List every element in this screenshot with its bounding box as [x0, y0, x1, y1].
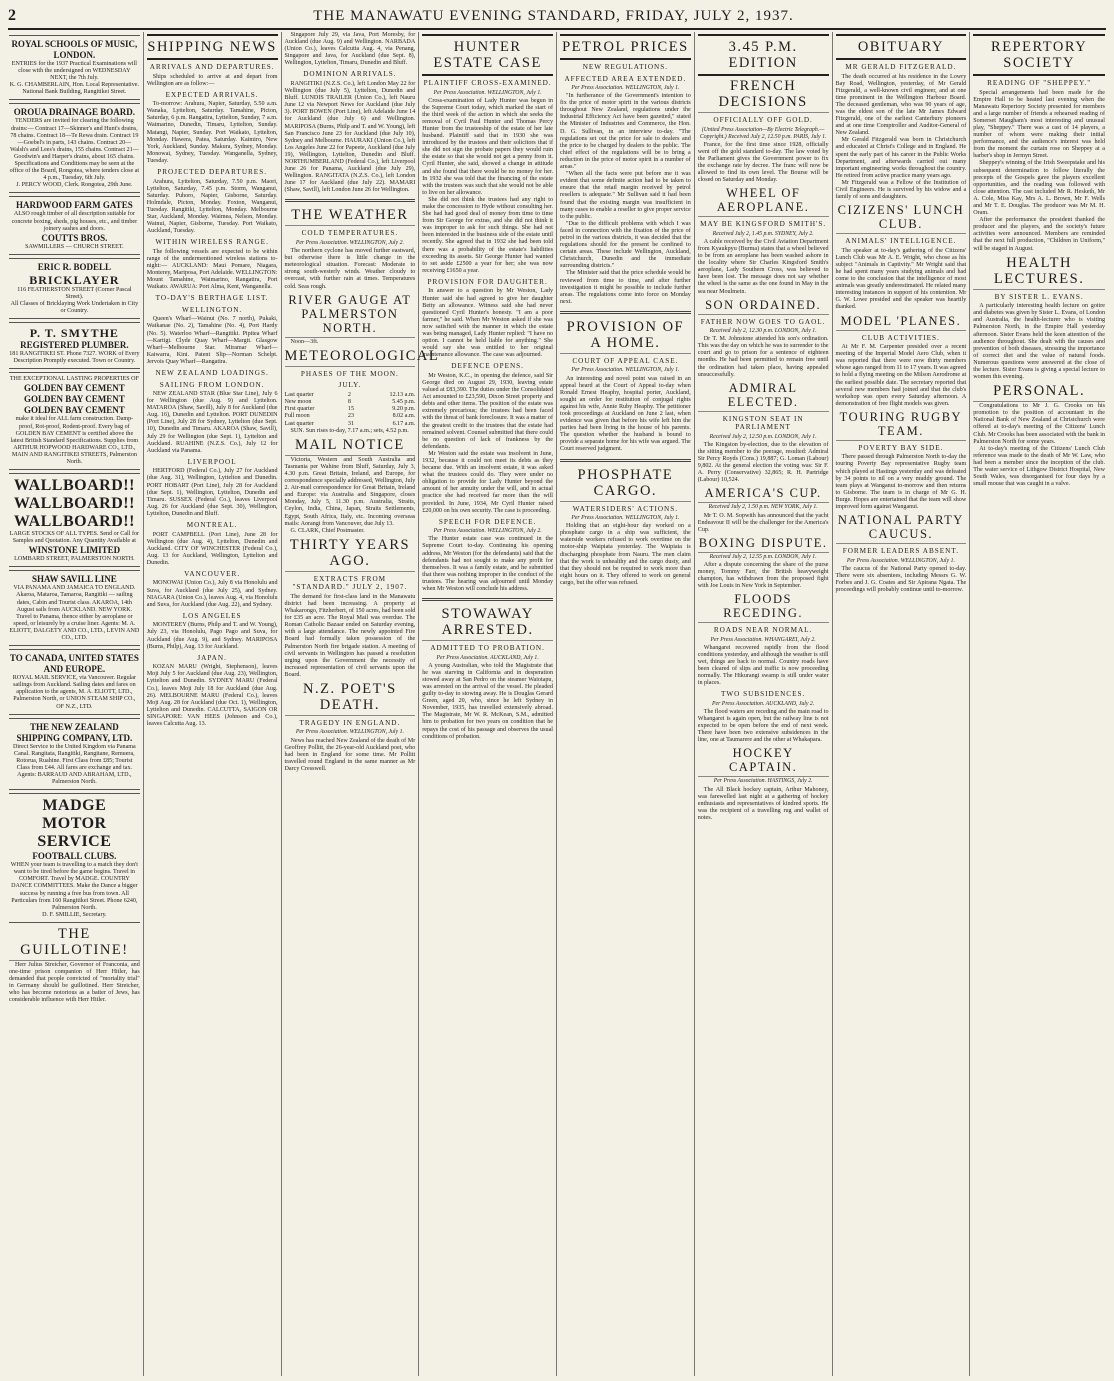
ad-text: 181 RANGITIKEI ST. Phone 7327. WORK of Every Description Promptly executed. Town or Country. [9, 351, 140, 365]
subhead: CLUB ACTIVITIES. [861, 333, 940, 342]
article-body: A particularly interesting health lecture on goitre and diabetes was given by Sister L. Evans, of London and Australia, the health-lecturer who is visiting Palmerston North, in the Empire Hall yesterday afternoon. Sister Evans held the keen attention of the audience throughout. She dealt with the causes and prevention of both diseases, stressing the importance of correct diet and the value of natural foods. Numerous questions were answered at the close of the lecture. Sister Evans is giving a special lecture to women this evening. [973, 303, 1105, 381]
column-6 [695, 32, 833, 1376]
article-body: Mr T. O. M. Sopwith has announced that the yacht Endeavour II will be the challenger for the America's Cup. [697, 512, 829, 533]
ad-name: ERIC R. BODELL [37, 261, 111, 272]
subhead: ADMITTED TO PROBATION. [430, 644, 545, 653]
subhead: TRAGEDY IN ENGLAND. [299, 718, 401, 727]
article-body: MONOWAI (Union Co.), July 8 via Honolulu and Suva, for Auckland (due July 25), and Sydney. NIAGARA (Union Co.), leaves Aug. 4, via Honolulu and Suva, for Auckland (due Aug. 22), and Sydney. [146, 580, 278, 608]
article-body: News has reached New Zealand of the death of Mr Geoffrey Pollitt, the 26-year-old Auckland poet, who had been in England for some time. Mr Pollitt travelled round England in the same manner as Mr Darcy Cresswell. [284, 737, 416, 772]
headline-boxing: BOXING DISPUTE. [698, 536, 829, 553]
article-body: A young Australian, who told the Magistrate that he was starving in California and in desperation stowed away at San Pedro on the steamer Waiotapu, was arrested on the arrival of the vessel. He pleaded guilty to-day to stowing away. He is Douglas Gerard Green, aged 20, who, since he left Sydney in November, 1935, has travelled extensively abroad. The Magistrate, Mr W. R. McKean, S.M., admitted him to probation for two years on condition that he repays the cost of his passage and observes the usual conditions of probation. [422, 662, 553, 740]
article-body: The Minister said that the price schedule would be reviewed from time to time, and after further investigation it might be possible to include further areas. The regulations come into force on Monday next. [560, 270, 691, 305]
article-body: The All Black hockey captain, Arthur Mahoney, was farewelled last night at a gathering of hockey enthusiasts and representatives of kindred sports. He was the recipient of a travelling rug and wallet of notes. [697, 786, 829, 821]
ad-trade: REGISTERED PLUMBER. [20, 340, 129, 351]
ad-address: SAWMILLERS — CHURCH STREET. [25, 243, 124, 250]
ad-name: P. T. SMYTHE [29, 326, 119, 341]
article-body: The demand for first-class land in the Manawatu district had been increasing. A property at Whakarongo, Fitzherbert, of 150 acres, had been sold for £35 an acre. The Royal Mail was overdue. The Roman Catholic Bazaar ended on Saturday evening, with a large attendance. The newly appointed Fire Board had formally taken possession of the Palmerston North fire brigade station. A meeting of civil servants in Wellington has passed a resolution urging upon the Government the necessity of increased representation of civil servants upon the Board. [284, 593, 416, 678]
article-body: Holding that an eight-hour day worked on a phosphate cargo in a ship was sufficient, the waterside workers refused to work overtime on the motor-ship Waipiata yesterday. The Waipiata is discharging phosphate from Nauru. The men claim that the work is unhealthy and the cargo dusty, and that they should not be required to work more than eight hours on it. They offered to work on general cargo, but the offer was refused. [560, 523, 691, 586]
moon-phases-table [285, 392, 416, 428]
ad-sign: K. G. CHAMBERLAIN, Hon. Local Representative. National Bank Building, Rangitikei Street. [9, 82, 140, 96]
column-7 [833, 32, 971, 1376]
ad-title: TO CANADA, UNITED STATES AND EUROPE. [9, 653, 139, 675]
headline-repertory-society: REPERTORY SOCIETY [973, 34, 1105, 76]
headline-personal: PERSONAL. [973, 383, 1105, 402]
column-8 [970, 32, 1108, 1376]
ad-address: 116 FEATHERSTON STREET (Corner Pascal Street). [17, 286, 132, 300]
subhead: FATHER NOW GOES TO GAOL. [700, 317, 826, 326]
column-3 [282, 32, 440, 1376]
subhead: WITHIN WIRELESS RANGE. [155, 238, 269, 247]
ad-text: TENDERS are invited for clearing the following drains:— Contract 17—Skinner's and Hunt's drains, 78 chains. Contract 18—Te Rewa drain. Contract 19—Goebel's in parts, 143 chains. Contract 20—Walsh's and Lees's drains, 155 chains. Contract 21—Goodwin's and Harper's drains, about 165 chains. Specifications and Conditions may be seen at the office of the Board, Rongotea, where tenders close at 4 p.m., Tuesday, 6th July. [9, 118, 140, 182]
article-body: A cable received by the Civil Aviation Department from Kyaukpyu (Burma) states that a wheel believed to be from an aeroplane has been washed ashore in the locality where Sir Charles Kingsford Smith's aeroplane, Lady Southern Cross, was believed to have been lost. The message does not say whether the wheel is the same as the one found in May in the sea near Moulmein. [697, 238, 829, 295]
ad-brand: GOLDEN BAY CEMENT [23, 405, 125, 416]
subhead: PHASES OF THE MOON. [300, 369, 399, 378]
subhead: JULY. [338, 381, 362, 390]
headline-son-ordained: SON ORDAINED. [698, 298, 829, 315]
subhead: LIVERPOOL [187, 457, 237, 466]
article-body: The speaker at to-day's gathering of the Citizens' Lunch Club was Mr A. E. Wright, who chose as his subject "Animals in Captivity." Mr Wright said that he had spent many years studying animals and had come to the conclusion that the intelligence of most animals was greatly underestimated. He related many interesting instances in support of his contention. Mr G. W. Lowe presided and the speaker was heartily thanked. [835, 247, 967, 311]
article-body: Mr Weston said the estate was insolvent in June, 1932, because it could not meet its debts as they became due. With an insolvent estate, it was asked what the trustees could do. They were under no obligation to provide for Lady Hunter beyond the amount of her annuity under the will, and in actual practice she had received far more than the will provided. In June, 1934, Mr Cyril Hunter raised £20,000 on his own security. The case is proceeding. [422, 450, 553, 514]
article-body: To-morrow: Arahura, Napier, Saturday, 5.50 a.m. Wanaka, Lyttelton, Saturday. Tamahine, Picton, Saturday, 6 p.m. Rangatira, Lyttelton, Sunday, 7 a.m. Waimarino, Dunedin, Timaru, Lyttelton, Sunday. Matangi, Napier, Sunday. Port Waikato, Lyttelton, Monday. Hawera, Patea, Saturday. Kaimiro, New York, Auckland, Sunday. Makura, Sydney, Monday. Monowai, Sydney, Tuesday. Wanganella, Sydney, Tuesday. [146, 101, 278, 164]
byline: Per Press Association. WHANGAREI, July 2. [710, 636, 816, 643]
article-body: KOZAN MARU (Wright, Stephenson), leaves Moji July 5 for Auckland (due Aug. 23), Wellington, Lyttelton and Dunedin. SYDNEY MARU (Federal Co.), leaves Moji July 18 for Auckland (due Aug. 26). MELBOURNE MARU (Federal Co.), leaves Moji Aug. 28 for Auckland (due Oct. 1), Wellington, Lyttelton and Dunedin. CALCUTTA, SAIGON OR SINGAPORE: VAN HEES (Johnson and Co.), leaves Calcutta Aug. 13. [146, 664, 278, 727]
article-body: Mr Gerald Fitzgerald was born in Christchurch and educated at Christ's College and in England. He spent the early part of his career in the Public Works Department, and afterwards carried out many important engineering works throughout the country. He retired from active practice many years ago. [835, 137, 967, 179]
headline-lunch-club: CIZIZENS' LUNCH CLUB. [836, 203, 967, 234]
subhead: NEW REGULATIONS. [582, 63, 669, 71]
ad-text: All Classes of Bricklaying Work Undertaken in City or Country. [10, 300, 139, 315]
ad-subtitle: FOOTBALL CLUBS. [32, 851, 117, 862]
article-body: The northern cyclone has moved further eastward, but otherwise there is little change in the meteorological situation. Forecast: Moderate to strong south-westerly winds. Weather cloudy to overcast, with further rain at times. Temperatures cold. Seas rough. [284, 248, 416, 290]
subhead: EXTRACTS FROM "STANDARD." JULY 2, 1907. [292, 574, 408, 592]
ad-title: THE NEW ZEALAND SHIPPING COMPANY, LTD. [16, 721, 133, 743]
article-body: Special arrangements had been made for the Empire Hall to be heated last evening when the Manawatu Repertory Society presented for members and a large number of friends a rehearsed reading of Somerset Maugham's most interesting and unusual play, "Sheppey." There was a cast of 14 players, a number of whom were making their initial performance, and the audience's interest was held from the moment the curtain rose on Sheppey at a barber's shop in Jermyn Street. [973, 89, 1105, 160]
article-body: Mr Weston, K.C., in opening the defence, said Sir George died on August 29, 1930, leaving estate valued at £83,390. The duties under the Consolidated Act amounted to £23,590, Dixon Street property and debts and other items. The position of the estate was extremely precarious; the trustees had been faced with the threat of bank foreclosure. It was a matter of the greatest credit to the trustees that the estate had remained solvent. Counsel submitted that there could be no question of lack of frankness by the defendants. [422, 372, 553, 450]
byline: Received July 2, 1.45 p.m. SYDNEY, July 2. [712, 230, 814, 237]
headline-floods: FLOODS RECEDING. [698, 592, 829, 623]
ad-title: SHAW SAVILL LINE [32, 574, 117, 585]
byline: Per Press Association. WELLINGTON, July 1. [571, 85, 680, 91]
article-body: After the performance the president thanked the producer and the players, and the society's future activities were announced. Members are reminded that the next full production, "Children in Uniform," will be staged in August. [973, 217, 1105, 252]
article-body: PORT CAMPBELL (Port Line), June 28 for Wellington (due Aug. 4), Lyttelton, Dunedin and Auckland. CITY OF WINCHESTER (Federal Co.), Aug. 13 for Auckland, Wellington, Lyttelton and Dunedin. [146, 531, 278, 566]
ad-wallboard [9, 473, 140, 567]
subhead: WELLINGTON. [182, 305, 243, 314]
headline-meteorological: METEOROLOGICAL [285, 348, 416, 367]
ad-nz-shipping [9, 718, 140, 791]
subhead: AFFECTED AREA EXTENDED. [564, 74, 687, 83]
ad-title: ROYAL SCHOOLS OF MUSIC, LONDON. [11, 39, 138, 60]
ad-title: OROUA DRAINAGE BOARD. [13, 107, 135, 118]
ad-royal-schools [9, 35, 140, 100]
byline: Received July 2, 12.30 p.m. LONDON, July 1. [709, 328, 817, 335]
article-body: There passed through Palmerston North to-day the touring Poverty Bay representative Rugby team which played at Hastings yesterday and was defeated by 34 points to nil on a very muddy ground. The team plays at Wanganui to-morrow and then returns to Gisborne. The team is in charge of Mr G. H. Burge. Hopes are entertained that the team will show improved form against Wanganui. [835, 454, 967, 511]
subhead: JAPAN. [197, 653, 227, 662]
article-body: SUN. Sun rises to-day, 7.17 a.m.; sets, 4.52 p.m. [290, 427, 409, 434]
headline-touring-rugby: TOURING RUGBY TEAM. [836, 410, 967, 441]
page-number: 2 [8, 7, 17, 24]
ad-shaw-savill [9, 570, 140, 646]
subhead: PROVISION FOR DAUGHTER. [427, 277, 548, 286]
article-body: Sheppey's winning of the Irish Sweepstake and his subsequent determination to follow literally the precepts of the Gospels gave the players excellent opportunities, and the reading was followed with close attention. The cast included Mr R. Hesketh, Mr A. Cole, Miss Kay, Mrs A. L. Brown, Mr F. Wells and Mr T. E. Douglas. The producer was Mr M. H. Oram. [973, 160, 1105, 217]
subhead: NEW ZEALAND LOADINGS. [155, 369, 269, 377]
ad-headline: WALLBOARD!! [13, 495, 135, 513]
article-body: In answer to a question by Mr Weston, Lady Hunter said she had agreed to give her daughter Betty an allowance. Witness said she had never questioned Cyril Hunter's honesty. "I am a poor farmer," he said. When Mr Weston asked if she was now satisfied with the manner in which the estate was being managed, Lady Hunter replied: "I have no option. I cannot be held liable for anything." She would say she was entitled to her original maintenance allowance. The case was adjourned. [422, 288, 553, 359]
article-body: RANGITIKI (N.Z.S. Co.), left London May 22 for Wellington (due July 5), Lyttelton, Dunedin and Bluff. LUNDIS TRAILER (Union Co.), left Nauru June 12 via Newport News for Auckland (due July 3). PORT BOWEN (Port Line), left Adelaide June 14 for Auckland (due July 6) and Wellington. MARIPOSA (Burns, Philp and T. and W. Young), left San Francisco June 23 for Auckland (due July 10), Sydney and Melbourne. HAURAKI (Union Co.), left Los Angeles June 22 for Papeete, Auckland (due July 19), Wellington, Lyttelton, Dunedin and Bluff. NORTHUMBERLAND (Federal Co.), left Liverpool June 26 for Panama, Auckland (due July 29), Wellington. RANGITATA (N.Z.S. Co.), left London June 17 for Auckland (due July 22). MAMARI (Shaw, Savill), left London June 26 for Wellington. [284, 80, 416, 194]
ad-address: LOMBARD STREET, PALMERSTON NORTH. [14, 556, 135, 563]
subhead: PLAINTIFF CROSS-EXAMINED. [423, 79, 552, 87]
subhead: MONTREAL. [186, 521, 238, 529]
subhead: WATERSIDERS' ACTIONS. [572, 504, 679, 513]
ad-text: ROYAL MAIL SERVICE, via Vancouver. Regular sailings from Auckland. Sailing dates and fares on application to the agents, M. A. ELIOTT, LTD., Palmerston North, or UNION STEAM SHIP CO., OF N.Z., LTD. [12, 675, 137, 710]
subhead: ANIMALS' INTELLIGENCE. [845, 237, 957, 246]
subhead: MR GERALD FITZGERALD. [845, 63, 957, 71]
headline-model-planes: MODEL 'PLANES. [836, 314, 967, 331]
ad-text: Direct Service to the United Kingdom via Panama Canal. Rangitata, Rangitiki, Rangitane, Remuera, Rotorua, Ruahine. First Class from £85; Tourist Class from £44. All fares are exchange and tax. Agents: BARRAUD AND ABRAHAM, LTD., Palmerston North. [13, 743, 136, 786]
subhead: EXPECTED ARRIVALS. [165, 90, 259, 99]
ad-text: Akaroa, Mataroa, Tamaroa, Rangitiki — sailing dates, Cabin and Tourist class. AKAROA, 14th August sails from AUCKLAND. NEW YORK. Travel to Panama, thence either by aeroplane or speed, or leisurely by a cruise liner. Agents: M. A. ELIOTT, DALGETY AND CO., LTD., LEVIN AND CO., LTD. [9, 592, 140, 642]
ad-golden-bay-cement [9, 372, 140, 470]
headline-provision-home: PROVISION OF A HOME. [560, 319, 691, 354]
article-body: At Mr F. M. Carpenter presided over a recent meeting of the Imperial Model Aero Club, when it was reported that there were now thirty members whose ages ranged from 11 to 17 years. It was agreed to hold a flying meeting on the Milson Aerodrome at the earliest possible date. The secretary reported that several new members had joined and that the club's workshop was open every Saturday afternoon. A demonstration of free flight models was given. [835, 344, 967, 407]
headline-poet-death: N.Z. POET'S DEATH. [285, 681, 416, 716]
byline: Per Press Association. WELLINGTON, July 1. [571, 515, 680, 522]
ad-brand: GOLDEN BAY CEMENT [23, 383, 125, 394]
article-sign: G. CLARK, Chief Postmaster. [290, 527, 365, 534]
article-body: At to-day's meeting of the Citizens' Lunch Club reference was made to the death of Mr W. Law, who had been a member since the inception of the club. The water service of Lithgow District Hospital, New South Wales, was disorganised for four days by a small mouse that was caught in a valve. [973, 445, 1105, 488]
byline: Per Press Association. WELLINGTON, July 2. [295, 239, 404, 246]
byline: Per Press Association. AUCKLAND, July 2. [711, 700, 815, 707]
article-body: "When all the facts were put before me it was evident that some definite action had to be taken to ensure that the retail margin received by petrol resellers is adequate." Mr Sullivan said it had been found that the existing margin was insufficient in many cases to enable a reseller to give proper service to the public. [560, 171, 691, 220]
ad-brand: GOLDEN BAY CEMENT [23, 394, 125, 405]
subhead: SPEECH FOR DEFENCE. [438, 517, 537, 526]
article-body: After a dispute concerning the share of the purse money, Tommy Farr, the British heavyweight champion, has withdrawn from the proposed fight with Joe Louis in New York in September. [697, 561, 829, 590]
ad-name: WINSTONE LIMITED [28, 545, 121, 556]
ad-title: HARDWOOD FARM GATES [16, 200, 133, 211]
subhead: TWO SUBSIDENCES. [720, 690, 806, 699]
byline: Per Press Association. WELLINGTON, July 1. [433, 89, 542, 96]
article-body: The death occurred at his residence in the Lowry Bay Road, Wellington, yesterday, of Mr Gerald Fitzgerald, a well-known civil engineer, and at one time prominent in the Wellington Harbour Board. The deceased gentleman, who was 90 years of age, was the eldest son of the late Mr James Edward Fitzgerald, one of the earliest Canterbury pioneers and at one time Comptroller and Auditor-General of New Zealand. [835, 73, 967, 137]
byline: Per Press Association. WELLINGTON, July 1. [295, 729, 404, 736]
column-4 [419, 32, 557, 1376]
headline-mail-notice: MAIL NOTICE [285, 437, 416, 456]
table-row: First quarter 15 9.20 p.m. [284, 406, 416, 413]
ad-bricklayer [9, 258, 140, 319]
article-body: The Kingston by-election, due to the elevation of the sitting member to the peerage, resulted: Admiral Sir Percy Royds (Cons.) 19,887; G. Loman (Labour) 9,802. At the general election the voting was: Sir F. A. Perry (Conservative) 32,865; R. H. Partridge (Labour) 10,524. [697, 441, 829, 484]
article-body: HERTFORD (Federal Co.), July 27 for Auckland (due Aug. 31), Wellington, Lyttelton and Dunedin. PORT HOBART (Port Line), July 28 for Auckland (due Sept. 1), Wellington, Lyttelton, Dunedin and Timaru. SUSSEX (Federal Co.), leaves Liverpool Aug. 26 for Auckland (due Sept. 30), Wellington, Lyttelton, Dunedin and Bluff. [146, 468, 278, 517]
byline: Received July 2, 12.55 p.m. LONDON, July 1. [709, 553, 817, 560]
ad-plumber [9, 322, 140, 369]
article-body: Queen's Wharf—Wainui (No. 7 north), Pukaki, Waikanae (No. 2), Tamahine (No. 4), Port Hardy (No. 5). Waterloo Wharf—Rangitiki. Pipitea Wharf—Kartigi. Clyde Quay Wharf—Margit. Glasgow Wharf—Melbourne Star. Miramar Wharf—Kaiwarra, Kini. Patent Slip—Norman Schelpt. Jervois Quay Wharf—Rangatira. [146, 316, 278, 365]
article-body: MONTEREY (Burns, Philp and T. and W. Young), July 23, via Honolulu, Pago Pago and Suva, for Auckland (due Aug. 9), and Sydney. MARIPOSA (Burns, Philp), Aug. 13 for Auckland. [146, 622, 278, 650]
headline-obituary: OBITUARY [836, 34, 967, 60]
ad-title: THE EXCEPTIONAL LASTING PROPERTIES OF [9, 376, 139, 383]
article-body: "Due to the difficult problems with which I was faced in connection with the fixation of the price of petrol in the various districts, it was decided that the regulations should for the present be confined to certain areas. These include Wellington, Auckland, Christchurch, Dunedin and the immediate surrounding districts." [560, 220, 691, 270]
headline-phosphate-cargo: PHOSPHATE CARGO. [560, 467, 691, 502]
headline-shipping-news: SHIPPING NEWS [147, 34, 278, 60]
table-row: New moon 8 5.45 p.m. [284, 398, 416, 405]
article-body: Herr Julius Streicher, Governor of Franconia, and one-time prison companion of Herr Hitler, has demanded that people convicted of "mortality trial" in Germany should be guillotined. Herr Streicher, who has become notorious as a baiter of Jews, has considerable influence with Herr Hitler. [9, 961, 140, 1004]
ad-name: COUTTS BROS. [41, 232, 108, 243]
ad-headline: WALLBOARD!! [13, 513, 135, 531]
ad-trade: BRICKLAYER [29, 272, 120, 287]
subhead: COURT OF APPEAL CASE. [572, 356, 679, 365]
subhead: POVERTY BAY SIDE. [858, 443, 944, 452]
byline: Per Press Association. HASTINGS, July 2. [713, 778, 813, 785]
ad-text: ENTRIES for the 1937 Practical Examinations will close with the undersigned on WEDNESDAY NEXT, the 7th July. [11, 61, 137, 82]
subhead: ROADS NEAR NORMAL. [713, 626, 813, 635]
subhead: DEFENCE OPENS. [451, 362, 524, 371]
article-body: The following vessels are expected to be within range of the undermentioned wireless stations to-night:— AUCKLAND: Maui Pomare, Niagara, Monterey, Mariposa, Port Adelaide. WELLINGTON: Mount Tamahine, Waimarino, Rangatira, Port Waikato. AWARUA: Port Alma, Kent, Wanganella. [146, 248, 278, 291]
headline-national-caucus: NATIONAL PARTY CAUCUS. [836, 513, 967, 544]
article-body: Singapore July 29, via Java, Port Moresby, for Auckland (due Aug. 9) and Wellington. NARBADA (Union Co.), leaves Calcutta Aug. 4, via Penang, Singapore and Java, for Auckland (due Sept. 8), Wellington, Lyttelton, Timaru, Dunedin and Bluff. [284, 32, 416, 67]
headline-stowaway: STOWAWAY ARRESTED. [422, 606, 553, 641]
article-body: Ships scheduled to arrive at and depart from Wellington are as follow:— [146, 73, 278, 87]
ad-text: make it ideal for ALL farm construction. Damp-proof, Rot-proof, Rodent-proof. Every bag of GOLDEN BAY CEMENT is certified above the latest British Standard Specifications. Supplies from ARTHUR HOPWOOD HARDWARE CO., LTD., MAIN AND RANGITIKEI STREETS, Palmerston North. [10, 416, 139, 465]
article-body: The flood waters are receding and the main road to Whangarei is again open, but the railway line is not expected to be open before the end of next week. There have been two extensive subsidences in the line, one at Taumarere and the other at Whakapara. [697, 709, 829, 744]
masthead [8, 4, 1106, 30]
table-row: Last quarter 2 12.13 a.m. [284, 391, 416, 398]
subhead: COLD TEMPERATURES. [301, 229, 399, 238]
subhead: OFFICIALLY OFF GOLD. [713, 116, 813, 124]
headline-admiral: ADMIRAL ELECTED. [698, 381, 829, 412]
headline-hunter-estate: HUNTER ESTATE CASE [422, 34, 553, 76]
subhead: MAY BE KINGSFORD SMITH'S. [700, 220, 827, 229]
ad-subtitle: VIA PANAMA AND JAMAICA TO ENGLAND. [13, 585, 136, 592]
subhead: BY SISTER L. EVANS. [994, 292, 1084, 301]
article-body: Noon—3ft. [290, 338, 319, 345]
byline: Per Press Association. AUCKLAND, July 1. [436, 654, 539, 661]
headline-weather: THE WEATHER [285, 207, 416, 226]
article-body: "In furtherance of the Government's intention to fix the price of motor spirit in the various districts throughout New Zealand, regulations under the Industrial Efficiency Act have been gazetted," stated the Minister of Industries and Commerce, the Hon. D. G. Sullivan, in an interview to-day. "The regulations set out the price for sale to dealers and the price to be charged by dealers to the public. The chief effect of the regulations will be to bring a reduction in the price of motor spirit in a number of areas." [560, 93, 691, 171]
column-2-shipping [144, 32, 282, 1376]
subhead: PROJECTED DEPARTURES. [157, 168, 267, 177]
headline-french-decisions: FRENCH DECISIONS [698, 78, 829, 113]
article-body: NEW ZEALAND STAR (Blue Star Line), July 6 for Wellington (due Aug. 9) and Lyttelton. MATAROA (Shaw, Savill), July 8 for Auckland (due Aug. 16), Dunedin and Lyttelton. PORT DUNEDIN (Port Line), July 28 for Sydney, Lyttelton (due Sept. 10), Dunedin and Timaru. AKAROA (Shaw, Savill), July 29 for Wellington (due Sept. 1), Lyttelton and Auckland. RUAHINE (N.Z.S. Co.), July 12 for Auckland via Panama. [146, 391, 278, 454]
headline-river-gauge: RIVER GAUGE AT PALMERSTON NORTH. [285, 293, 416, 338]
newspaper-title: THE MANAWATU EVENING STANDARD, FRIDAY, JULY 2, 1937. [313, 7, 794, 24]
subhead: ARRIVALS AND DEPARTURES. [149, 63, 275, 71]
headline-americas-cup: AMERICA'S CUP. [698, 486, 829, 503]
ad-sign: D. F. SMILLIE, Secretary. [42, 911, 107, 918]
subhead: LOS ANGELES [182, 611, 242, 620]
ad-madge-motor [9, 793, 140, 923]
article-body: Whangarei recovered rapidly from the flood conditions yesterday, and although the weather is still wet, things are back to normal. Country roads have been cleared of slips and traffic is now proceeding normally. The Hikurangi swamp is still under water in places. [697, 644, 829, 687]
byline: Per Press Association. WELLINGTON, July 1. [846, 557, 955, 564]
table-row: Full moon 23 8.02 a.m. [284, 413, 416, 420]
column-1-ads [6, 32, 144, 1376]
article-body: The Hunter estate case was continued in the Supreme Court to-day. Continuing his opening address, Mr Weston (for the defendants) said that the defendants had not sought to make any profit for themselves. It was a family estate, and he submitted that there was nothing improper in the conduct of the trustees. The hearing was adjourned until Monday when Mr Weston will conclude his address. [422, 536, 553, 592]
byline: Received July 2, 1.50 p.m. NEW YORK, July 1. [708, 504, 818, 511]
headline-hockey: HOCKEY CAPTAIN. [698, 746, 829, 777]
article-body: She did not think the trustees had any right to make the concession to Hyde without consulting her. She had had good deal of money from time to time from Sir George for extras, and she did not think it was improper to ask for such things. She had not been interested in the business side of the estate until recently. She agreed that in 1932 she had been told there was a probability of the estate's liabilities exceeding its assets. Sir George Hunter had wanted to set aside £2500 a year for her; she was now receiving £1650 a year. [422, 196, 553, 274]
byline: (United Press Association—By Electric Telegraph.—Copyright.) Received July 2, 12.50 p.m. PARIS, July 1. [699, 126, 827, 140]
ad-headline: MADGE MOTOR SERVICE [37, 797, 112, 851]
article-body: An interesting and novel point was raised in an appeal heard at the Court of Appeal to-day when Ronald Ernest Heaphy, hospital porter, Auckland, sought an order for restitution of conjugal rights against his wife, Annie Ruby Heaphy. The petitioner took proceedings at Auckland on June 2 last, when evidence was given that before his wife left him the parties had been living in the house of his parents. The question whether the husband is bound to provide a separate home for his wife was argued. The Court reserved judgment. [560, 375, 691, 453]
article-body: Mr Fitzgerald was a Fellow of the Institution of Civil Engineers. He is survived by his widow and a family of sons and daughters. [835, 179, 967, 201]
headline-health-lectures: HEALTH LECTURES. [973, 255, 1105, 290]
byline: Per Press Association. WELLINGTON, July 2. [433, 528, 542, 535]
table-row: Last quarter 31 6.17 a.m. [284, 420, 416, 427]
ad-text: ALSO rough timber of all description suitable for concrete boxing, sheds, pig houses, etc., and timber joinery sashes and doors. [11, 211, 138, 232]
ad-farm-gates [9, 196, 140, 254]
subhead: VANCOUVER. [184, 569, 241, 578]
column-5 [557, 32, 695, 1376]
article-body: Congratulations to Mr J. G. Crooks on his promotion to the position of accountant in the National Bank of New Zealand at Christchurch were offered at to-day's meeting of the Citizens' Lunch Club. Mr Crooks has been associated with the bank in Palmerston North for some years. [973, 403, 1105, 445]
columns [6, 32, 1108, 1376]
headline-guillotine: THE GUILLOTINE! [9, 926, 140, 961]
subhead: FORMER LEADERS ABSENT. [842, 547, 960, 556]
subhead: DOMINION ARRIVALS. [303, 70, 397, 79]
ad-text: WHEN your team is travelling to a match they don't want to be tired before the game begins. Travel in COMFORT. Travel by MADGE. COUNTRY DANCE COMMITTEES. Make the Dance a bigger success by running a free bus from town. All Particulars from 160 Rangitikei Street. Phone 6240, Palmerston North. [10, 862, 138, 911]
article-body: Arahura, Lyttelton, Saturday, 7.50 p.m. Maori, Lyttelton, Saturday, 7.45 p.m. Storm, Wanganui, Saturday. Puhoro, Napier, Gisborne, Saturday. Holmdale, Picton, Monday. Foxton, Wanganui, Tuesday. Rangitiki, Lyttelton, Monday. Melbourne Star, Auckland, Monday. Waimea, Nelson, Monday. Wainui, Napier, Gisborne, Tuesday. Port Waikato, Auckland, Tuesday. [146, 178, 278, 235]
headline-petrol-prices: PETROL PRICES [560, 34, 691, 60]
byline: Per Press Association. WELLINGTON, July 1. [571, 367, 680, 374]
ad-canada [9, 649, 140, 714]
article-body: Cross-examination of Lady Hunter was begun in the Supreme Court today, which marked the start of the third week of the action in which she seeks the removal of Cyril Paul Hunter and Thomas Percy Hunter from the trusteeship of the estate of her late husband. Plaintiff said that in 1930 she was introduced by the trustees and their solicitors that if she did not sign the probate papers they would ruin the estate so that she would not get a penny from it. Cyril Hunter, she said, showed a change in attitude and she found that there would be no money for her. In 1932 she was told that the financing of the estate with the trustees was such that she would not be able to live on her allowance. [422, 97, 553, 196]
ad-sign: J. PERCY WOOD, Clerk. Rongotea, 29th June. [16, 182, 133, 189]
headline-thirty-years: THIRTY YEARS AGO. [285, 537, 416, 572]
subhead: KINGSTON SEAT IN PARLIAMENT [722, 414, 804, 432]
byline: Received July 2, 12.50 p.m. LONDON, July 1. [709, 433, 817, 440]
ad-oroua-drainage [9, 103, 140, 193]
article-body: The caucus of the National Party opened to-day. There were six absentees, including Messrs G. W. Forbes and J. G. Coates and Sir Apirana Ngata. The proceedings will probably continue until to-morrow. [835, 565, 967, 593]
ad-text: LARGE STOCKS OF ALL TYPES. Send or Call for Samples and Quotation. Any Quantity Available at [9, 531, 140, 545]
subhead: READING OF "SHEPPEY." [987, 79, 1092, 87]
article-body: France, for the first time since 1928, officially went off the gold standard to-day. The law voted by the Parliament gives the Government power to fix the exchange rate by decree. The franc will now be allowed to find its own level. The Bourse will be closed on Saturday and Monday. [697, 141, 829, 184]
ad-headline: WALLBOARD!! [13, 477, 135, 495]
headline-wheel: WHEEL OF AEROPLANE. [698, 186, 829, 217]
article-body: Dr T. M. Johnstone attended his son's ordination. This was the day on which he was to surrender to the court and go to prison for a sentence of eighteen months. He had been permitted to remain free until the ordination had taken place, having appealed unsuccessfully. [697, 336, 829, 378]
subhead: SAILING FROM LONDON. [159, 380, 265, 389]
article-body: Victoria, Western and South Australia and Tasmania per Wahine from Bluff, Saturday, July 3, 4.30 p.m. Great Britain, Ireland, and Europe, for correspondence specially addressed, Wellington, July 2. Air-mail correspondence for Great Britain, Ireland and Europe: via Australia and Singapore, closes Monday, July 5, 11.30 p.m. Australia, Straits, Ceylon, India, China, Japan, Straits Settlements, Egypt, South Africa, Italy, etc. Incoming overseas mails: Aorangi from Vancouver, due July 13. [284, 456, 416, 527]
headline-edition: 3.45 P.M. EDITION [698, 34, 829, 76]
subhead: TO-DAY'S BERTHAGE LIST. [155, 294, 269, 303]
